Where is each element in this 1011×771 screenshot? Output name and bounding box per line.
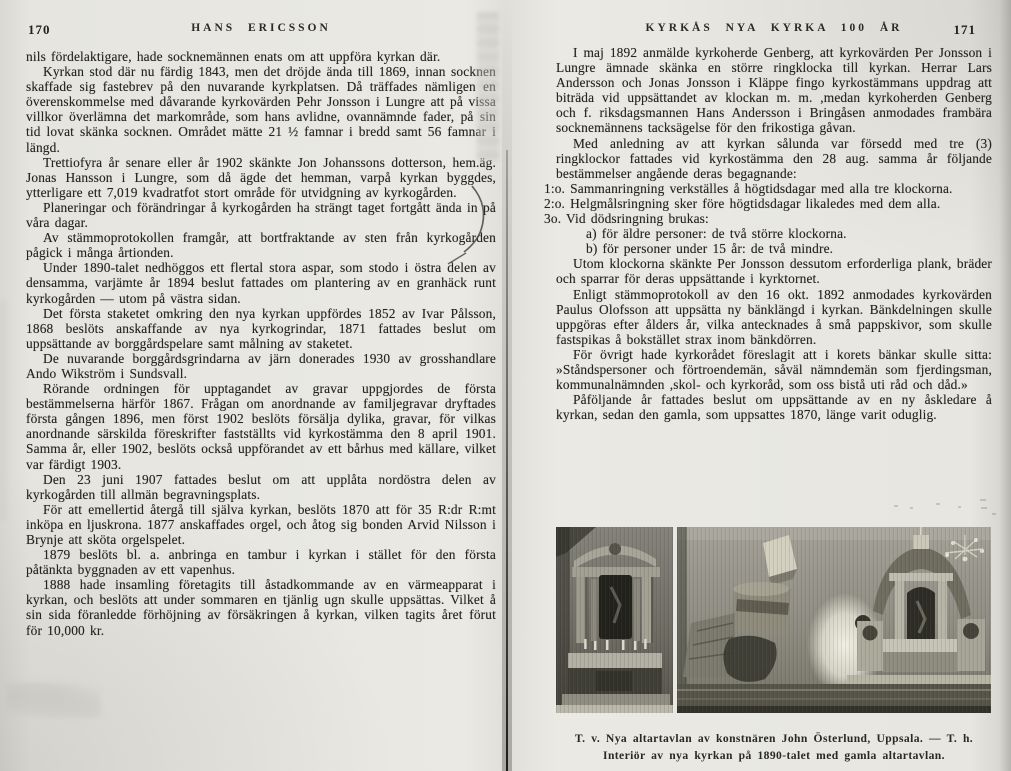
numbered-item: 2:o. Helgmålsringning sker före högtidsdagar likaledes med dem alla. <box>544 195 941 211</box>
left-page-header <box>26 22 496 38</box>
paragraph: Av stämmoprotokollen framgår, att bortfraktande av sten från kyrkogården pågick i många årtionden. <box>26 230 496 261</box>
paragraph: Planeringar och förändringar å kyrkogården ha strängt taget fortgått ända in på våra dagar. <box>26 199 496 231</box>
paragraph: De nuvarande borggårdsgrindarna av järn donerades 1930 av grosshandlare Ando Wikström i Sundsvall. <box>26 350 496 381</box>
paragraph: 1879 beslöts bl. a. anbringa en tambur i kyrkan i stället för den första påtänkta byggnaden av ett vapenhus. <box>26 547 496 578</box>
right-page-text <box>544 45 992 423</box>
right-page-number: 171 <box>953 22 976 37</box>
lettered-item: a) för äldre personer: de två större klockorna. <box>586 226 847 242</box>
figure-caption-line2: Interiör av nya kyrkan på 1890-talet med gamla altartavlan. <box>603 748 945 762</box>
paragraph: Den 23 juni 1907 fattades beslut om att upplåta nordöstra delen av kyrkogården till allmän begravningsplats. <box>26 471 496 502</box>
paragraph: Rörande ordningen för upptagandet av gravar uppgjordes de första bestämmelserna härför 1867. Frågan om anordnande av familjegravar dryftades första gången 1896, men först 1902 beslöts försälja dylika, gravar, för vilkas anordnande särskilda föreskrifter fastställts vid kyrkostämma den 8 april 1901. Samma år, eller 1902, beslöts också uppförandet av ett bårhus med källare, vilket var färdigt 1903. <box>26 381 496 472</box>
church-interior-photo <box>677 527 991 713</box>
paragraph: nils fördelaktigare, hade socknemännen enats om att uppföra kyrkan där. <box>26 49 441 64</box>
numbered-item: 3o. Vid dödsringning brukas: <box>544 211 709 227</box>
scan-smudge <box>0 300 10 520</box>
paragraph: Det första staketet omkring den nya kyrkan uppfördes 1852 av Ivar Pålsson, 1868 beslöts anskaffande av nya kyrkogrindar, 1871 fattades beslut om uppsättande av borggårdspelare samt målning av staketet. <box>26 305 496 351</box>
lettered-item: b) för personer under 15 år: de två mindre. <box>586 241 834 257</box>
right-running-header: KYRKÅS NYA KYRKA 100 ÅR <box>645 22 903 34</box>
numbered-item: 1:o. Sammanringning verkställes å högtidsdagar med alla tre klockorna. <box>544 180 953 196</box>
page-edge-shading <box>999 0 1011 771</box>
paragraph: Trettiofyra år senare eller år 1902 skänkte Jon Johanssons dotterson, hem.äg. Jonas Hansson i Lungre, som då ägde det hemman, varpå kyrkan byggdes, ytterligare ett 7,019 kvadratfot stort område för utvidgning av kyrkogården. <box>26 154 496 200</box>
scan-smudge <box>6 682 101 718</box>
left-running-header: HANS ERICSSON <box>191 22 331 34</box>
paragraph: I maj 1892 anmälde kyrkoherde Genberg, att kyrkovärden Per Jonsson i Lungre ämnade skänka en större ringklocka till kyrkan. Herrar Lars Andersson och Jonas Jonsson i Kläppe fingo kyrkostämmans uppdrag att biträda vid uppsättandet av klockan m. m. ,medan kyrkoherden Genberg och f. riksdagsmannen Hans Andersson i Bringåsen anmodades frambära socknemännens tacksägelse för den frikostiga gåvan. <box>556 45 992 136</box>
page-gutter-line <box>506 150 508 771</box>
figure-caption-line1: T. v. Nya altartavlan av konstnären John Österlund, Uppsala. — T. h. <box>574 732 974 745</box>
paragraph: För övrigt hade kyrkorådet föreslagit att i korets bänkar skulle sitta: »Ståndspersoner och förtroendemän, såväl nämndemän som fjerdingsman, kommunalnämnden ,skol- och kyrkoråd, som oss bistå uti råd och dåd.» <box>556 346 992 393</box>
altarpiece-photo <box>556 527 673 713</box>
paragraph: För att emellertid återgå till själva kyrkan, beslöts 1870 att för 35 R:dr R:mt inköpa en ljuskrona. 1877 anskaffades orgel, och åtog sig bonden Arvid Nilsson i Brynje att sköta orgelspelet. <box>26 501 496 547</box>
paragraph: Enligt stämmoprotokoll av den 16 okt. 1892 anmodades kyrkovärden Paulus Olofsson att uppsätta ny bänklängd i kyrkan. Bänkdelningen skulle uppgöras efter ålders år, vilka antecknades å små pappskivor, som skulle fastspikas å bokstället strax inom bänkdörren. <box>556 286 992 347</box>
figure-caption <box>548 731 1000 764</box>
page-gutter-shadow <box>502 0 512 771</box>
paragraph: Kyrkan stod där nu färdig 1843, men det dröjde ända till 1869, innan socknen skaffade sig fastebrev på den nuvarande kyrkplatsen. Då träffades nämligen en överenskommelse med dåvarande kyrkovärden Pehr Jonsson i Lungre att på vissa villkor överlämna det markområde, som hans avlidne, ovannämnde fader, på sin tid lovat skänka socknen. Området mätte 21 ½ famnar i bredd samt 56 famnar i längd. <box>26 64 496 155</box>
left-page-number: 170 <box>28 22 51 37</box>
paragraph: Under 1890-talet nedhöggos ett flertal stora aspar, som stodo i östra delen av densamma, varjämte år 1894 beslut fattades om plantering av en granhäck runt kyrkogården — utom på västra sidan. <box>26 260 496 306</box>
pencil-marks <box>888 494 1000 524</box>
right-page-header <box>556 22 992 38</box>
paragraph: 1888 hade insamling företagits till åstadkommande av en värmeapparat i kyrkan, och beslöts att under sommaren en tjänlig ugn skulle uppsättas. Vilket å sin sida föranledde förhöjning av försäkringen å kyrkan, vilken tagits året förut för 10,000 kr. <box>26 577 496 638</box>
paragraph: Utom klockorna skänkte Per Jonsson dessutom erforderliga plank, bräder och sparrar för deras uppsättande i kyrktornet. <box>556 256 992 287</box>
paragraph: Påföljande år fattades beslut om uppsättande av en ny åskledare å kyrkan, sedan den gamla, som uppsattes 1870, länge varit oduglig. <box>556 392 992 423</box>
paragraph: Med anledning av att kyrkan sålunda var försedd med tre (3) ringklockor fattades vid kyrkostämma den 28 aug. samma år följande bestämmelser angående deras begagnande: <box>556 135 992 181</box>
left-page-text <box>26 49 496 638</box>
